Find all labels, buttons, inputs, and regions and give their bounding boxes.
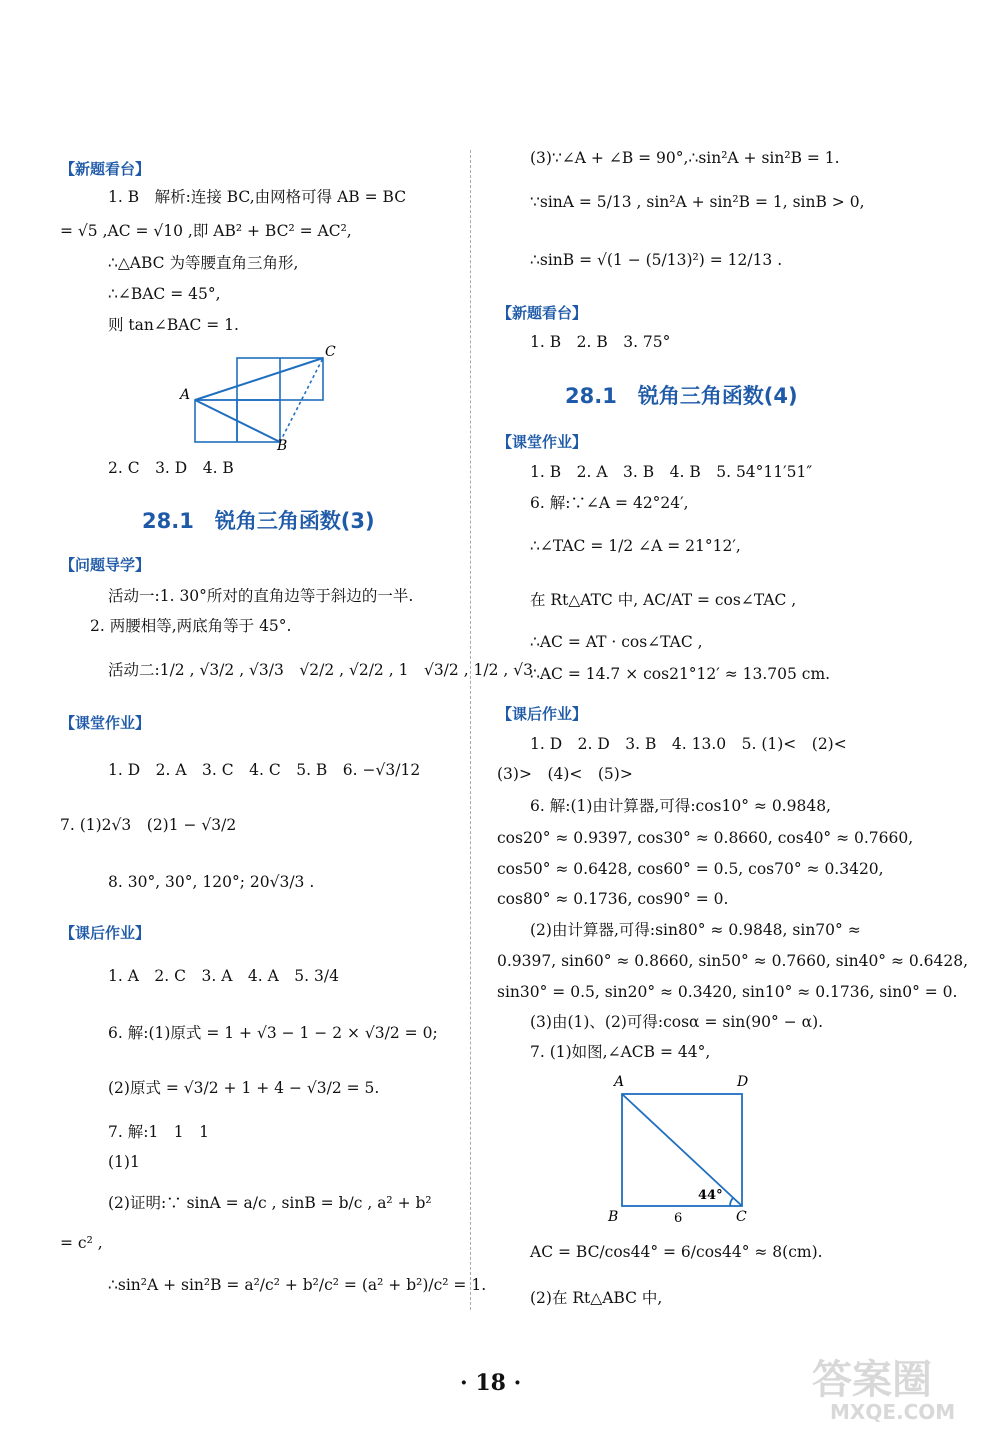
square-figure — [600, 1068, 770, 1228]
label-a: A — [180, 387, 191, 403]
answer-line: cos80° ≈ 0.1736, cos90° = 0. — [497, 890, 729, 908]
answer-line: ∴AC = 14.7 × cos21°12′ ≈ 13.705 cm. — [530, 665, 831, 683]
label-a: A — [614, 1074, 625, 1090]
answer-line: (2)在 Rt△ABC 中, — [530, 1289, 663, 1307]
label-b: B — [608, 1209, 619, 1225]
answer-line: 活动二:1/2 , √3/2 , √3/3 √2/2 , √2/2 , 1 √3/2 , 1/2 , √3 — [108, 661, 534, 679]
answer-line: = √5 ,AC = √10 ,即 AB² + BC² = AC², — [60, 222, 352, 240]
answer-line: sin30° = 0.5, sin20° ≈ 0.3420, sin10° ≈ 0.1736, sin0° = 0. — [497, 983, 958, 1001]
answer-line: 7. 解:1 1 1 — [108, 1123, 210, 1141]
answer-line: (3)∵∠A + ∠B = 90°,∴sin²A + sin²B = 1. — [530, 149, 840, 167]
section-tag-classwork: 【课堂作业】 — [60, 714, 151, 732]
answer-line: 活动一:1. 30°所对的直角边等于斜边的一半. — [108, 587, 414, 605]
label-c: C — [736, 1209, 747, 1225]
answer-line: 6. 解:(1)由计算器,可得:cos10° ≈ 0.9848, — [530, 797, 831, 815]
answer-line: (2)由计算器,可得:sin80° ≈ 0.9848, sin70° ≈ — [530, 921, 861, 939]
label-c: C — [325, 344, 336, 360]
answer-line: ∴AC = AT · cos∠TAC , — [530, 633, 703, 651]
answer-line: ∴∠BAC = 45°, — [108, 285, 221, 303]
label-d: D — [737, 1074, 749, 1090]
answer-line: (3)> (4)< (5)> — [497, 765, 633, 783]
section-title-4: 28.1 锐角三角函数(4) — [565, 384, 798, 408]
angle-label: 44° — [698, 1188, 723, 1203]
answer-line: = c² , — [60, 1234, 103, 1252]
answer-line: 6. 解:∵∠A = 42°24′, — [530, 494, 689, 512]
answer-line: ∴∠TAC = 1/2 ∠A = 21°12′, — [530, 537, 741, 555]
answer-line: 2. C 3. D 4. B — [108, 459, 234, 477]
answer-line: 1. B 解析:连接 BC,由网格可得 AB = BC — [108, 188, 407, 206]
page-number: · 18 · — [460, 1370, 522, 1396]
answer-line: (2)原式 = √3/2 + 1 + 4 − √3/2 = 5. — [108, 1079, 380, 1097]
answer-line: 6. 解:(1)原式 = 1 + √3 − 1 − 2 × √3/2 = 0; — [108, 1024, 438, 1042]
answer-line: ∴sin²A + sin²B = a²/c² + b²/c² = (a² + b²)/c² = 1. — [108, 1276, 487, 1294]
answer-line: 8. 30°, 30°, 120°; 20√3/3 . — [108, 873, 315, 891]
section-tag-classwork-2: 【课堂作业】 — [497, 433, 588, 451]
answer-line: 1. A 2. C 3. A 4. A 5. 3/4 — [108, 967, 339, 985]
section-title-3: 28.1 锐角三角函数(3) — [142, 509, 375, 533]
answer-line: 在 Rt△ATC 中, AC/AT = cos∠TAC , — [530, 591, 797, 609]
answer-line: (3)由(1)、(2)可得:cosα = sin(90° − α). — [530, 1013, 824, 1031]
section-tag-homework-2: 【课后作业】 — [497, 705, 588, 723]
column-divider — [470, 150, 471, 1310]
answer-line: 1. D 2. D 3. B 4. 13.0 5. (1)< (2)< — [530, 735, 847, 753]
section-tag-guided: 【问题导学】 — [60, 556, 151, 574]
answer-line: 2. 两腰相等,两底角等于 45°. — [90, 617, 292, 635]
watermark-url: MXQE.COM — [830, 1400, 956, 1424]
length-label: 6 — [674, 1211, 683, 1226]
answer-line: 7. (1)如图,∠ACB = 44°, — [530, 1043, 711, 1061]
section-tag-new-questions: 【新题看台】 — [60, 160, 151, 178]
label-b: B — [277, 438, 288, 452]
answer-line: 1. B 2. A 3. B 4. B 5. 54°11′51″ — [530, 463, 813, 481]
answer-line: 则 tan∠BAC = 1. — [108, 316, 239, 334]
answer-line: ∵sinA = 5/13 , sin²A + sin²B = 1, sinB > 0, — [530, 193, 865, 211]
answer-line: cos50° ≈ 0.6428, cos60° = 0.5, cos70° ≈ 0.3420, — [497, 860, 884, 878]
answer-line: AC = BC/cos44° = 6/cos44° ≈ 8(cm). — [530, 1243, 823, 1261]
answer-line: 1. D 2. A 3. C 4. C 5. B 6. −√3/12 — [108, 761, 421, 779]
answer-line: ∴sinB = √(1 − (5/13)²) = 12/13 . — [530, 251, 783, 269]
answer-line: (1)1 — [108, 1153, 140, 1171]
answer-line: cos20° ≈ 0.9397, cos30° ≈ 0.8660, cos40° ≈ 0.7660, — [497, 829, 914, 847]
answer-line: 1. B 2. B 3. 75° — [530, 333, 671, 351]
answer-line: (2)证明:∵ sinA = a/c , sinB = b/c , a² + b² — [108, 1194, 432, 1212]
answer-line: 0.9397, sin60° ≈ 0.8660, sin50° ≈ 0.7660, sin40° ≈ 0.6428, — [497, 952, 969, 970]
answer-line: 7. (1)2√3 (2)1 − √3/2 — [60, 816, 237, 834]
section-tag-homework: 【课后作业】 — [60, 924, 151, 942]
answer-line: ∴△ABC 为等腰直角三角形, — [108, 254, 299, 272]
section-tag-new-questions-2: 【新题看台】 — [497, 304, 588, 322]
grid-triangle-figure — [175, 340, 345, 452]
watermark-logo: 答案圈 — [812, 1357, 932, 1403]
